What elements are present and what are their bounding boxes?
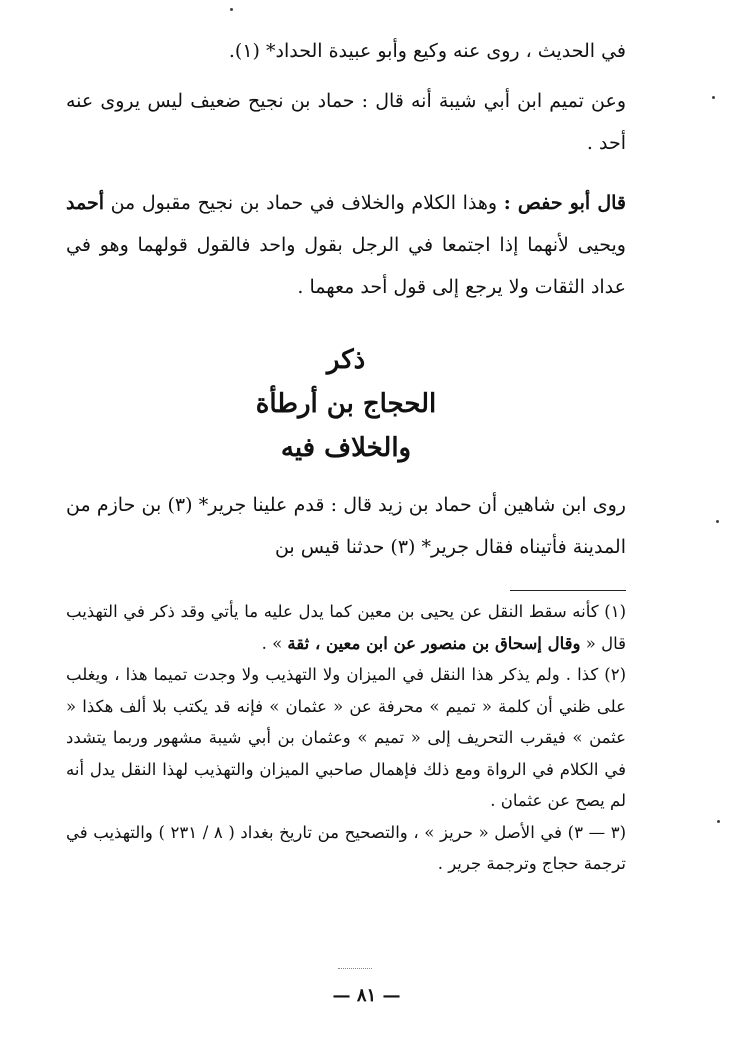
footnote-1 <box>66 596 626 659</box>
scan-speck <box>716 520 719 523</box>
paragraph-3-text-b: ويحيى لأنهما إذا اجتمعا في الرجل بقول واحد فالقول قولهما وهو في عداد الثقات ولا يرجع إلى قول أحد معهما . <box>66 234 626 298</box>
scan-speck <box>712 96 715 99</box>
scan-speck <box>230 8 233 11</box>
page-number: — ٨١ — <box>332 985 401 1006</box>
footnotes <box>66 596 626 880</box>
scan-mark <box>338 968 372 969</box>
footnote-1-text-a: (١) كأنه سقط النقل عن يحيى بن معين كما يدل عليه ما يأتي وقد ذكر في التهذيب قال « <box>66 602 626 653</box>
footnote-1-text-b: » . <box>261 633 288 653</box>
footnote-1-bold: وقال إسحاق بن منصور عن ابن معين ، ثقة <box>287 633 581 653</box>
paragraph-3 <box>66 182 626 308</box>
main-text <box>66 30 626 568</box>
footnote-2: (٢) كذا . ولم يذكر هذا النقل في الميزان ولا التهذيب ولا وجدت تميما هذا ، ويغلب على ظني أن كلمة « تميم » محرفة عن « عثمان » فإنه قد يكتب بلا ألف هكذا « عثمن » فيقرب التحريف إلى « تميم » وعثمان بن أبي شيبة مشهور وربما يتشدد في الكلام في الرواة ومع ذلك فإهمال صاحبي الميزان والتهذيب لهذا النقل يدل أنه لم يصح عن عثمان . <box>66 665 626 810</box>
scan-speck <box>717 820 720 823</box>
bold-name: أحمد <box>66 192 104 214</box>
section-heading <box>66 338 626 470</box>
paragraph-4: روى ابن شاهين أن حماد بن زيد قال : قدم علينا جرير* (٣) بن حازم من المدينة فأتيناه فقال جرير* (٣) حدثنا قيس بن <box>66 494 626 558</box>
paragraph-3-text-a: وهذا الكلام والخلاف في حماد بن نجيح مقبول من <box>103 192 504 214</box>
heading-line-3: والخلاف فيه <box>280 433 412 463</box>
footnote-divider <box>510 590 626 591</box>
speaker-label: قال أبو حفص : <box>503 192 626 214</box>
footnote-3: (٣ — ٣) في الأصل « حريز » ، والتصحيح من تاريخ بغداد ( ٨ / ٢٣١ ) والتهذيب في ترجمة حجاج وترجمة جرير . <box>66 822 626 873</box>
heading-line-2: الحجاج بن أرطأة <box>255 389 437 419</box>
paragraph-2: وعن تميم ابن أبي شيبة أنه قال : حماد بن نجيح ضعيف ليس يروى عنه أحد . <box>66 90 626 154</box>
paragraph-1: في الحديث ، روى عنه وكيع وأبو عبيدة الحداد* (١). <box>228 40 626 62</box>
heading-line-1: ذكر <box>326 345 366 375</box>
